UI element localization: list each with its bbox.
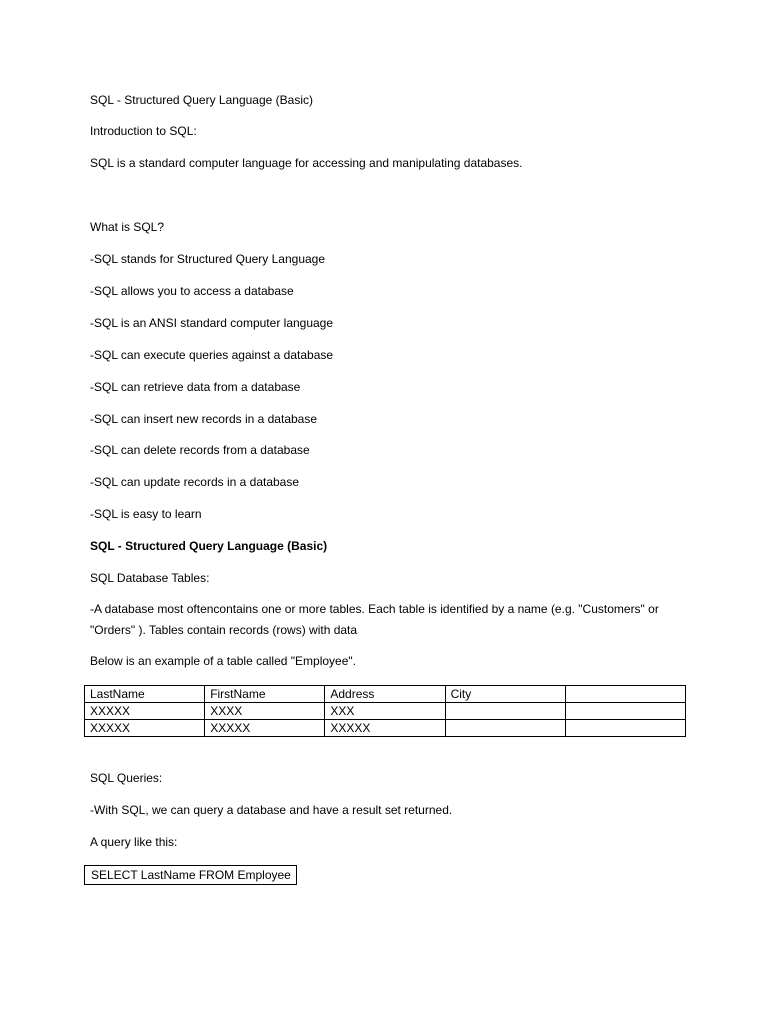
bullet-item: -SQL allows you to access a database xyxy=(90,284,294,298)
what-heading: What is SQL? xyxy=(90,220,165,234)
table-cell: LastName xyxy=(85,686,205,703)
employee-table xyxy=(84,685,686,737)
table-cell xyxy=(445,703,565,720)
table-cell: XXXXX xyxy=(85,703,205,720)
bullet-item: -SQL can update records in a database xyxy=(90,475,300,489)
table-cell: XXXX xyxy=(205,703,325,720)
table-row xyxy=(85,720,686,737)
bullet-item: -SQL can retrieve data from a database xyxy=(90,380,301,394)
table-cell: XXX xyxy=(325,703,445,720)
table-cell: Address xyxy=(325,686,445,703)
table-cell: XXXXX xyxy=(85,720,205,737)
table-cell: XXXXX xyxy=(205,720,325,737)
document-title: SQL - Structured Query Language (Basic) xyxy=(90,93,313,107)
table-row xyxy=(85,703,686,720)
table-cell: XXXXX xyxy=(325,720,445,737)
tables-text: -A database most oftencontains one or more tables. Each table is identified by a name (e.g. "Customers" or "Orders" ). Tables contain records (rows) with data xyxy=(90,602,659,637)
query-intro: A query like this: xyxy=(90,835,178,849)
tables-heading: SQL Database Tables: xyxy=(90,571,210,585)
table-row xyxy=(85,686,686,703)
section-title: SQL - Structured Query Language (Basic) xyxy=(90,539,328,553)
bullet-item: -SQL can insert new records in a database xyxy=(90,412,318,426)
table-cell xyxy=(565,686,685,703)
query-example-box: SELECT LastName FROM Employee xyxy=(84,865,297,885)
bullet-item: -SQL is easy to learn xyxy=(90,507,202,521)
bullet-item: -SQL is an ANSI standard computer language xyxy=(90,316,334,330)
table-cell: FirstName xyxy=(205,686,325,703)
table-cell: City xyxy=(445,686,565,703)
example-text: Below is an example of a table called "Employee". xyxy=(90,654,356,668)
bullet-item: -SQL can execute queries against a database xyxy=(90,348,334,362)
table-cell xyxy=(565,720,685,737)
table-cell xyxy=(565,703,685,720)
intro-text: SQL is a standard computer language for accessing and manipulating databases. xyxy=(90,156,523,170)
intro-heading: Introduction to SQL: xyxy=(90,124,197,138)
bullet-item: -SQL stands for Structured Query Language xyxy=(90,252,326,266)
bullet-item: -SQL can delete records from a database xyxy=(90,443,310,457)
table-cell xyxy=(445,720,565,737)
queries-text: -With SQL, we can query a database and have a result set returned. xyxy=(90,803,453,817)
queries-heading: SQL Queries: xyxy=(90,771,163,785)
